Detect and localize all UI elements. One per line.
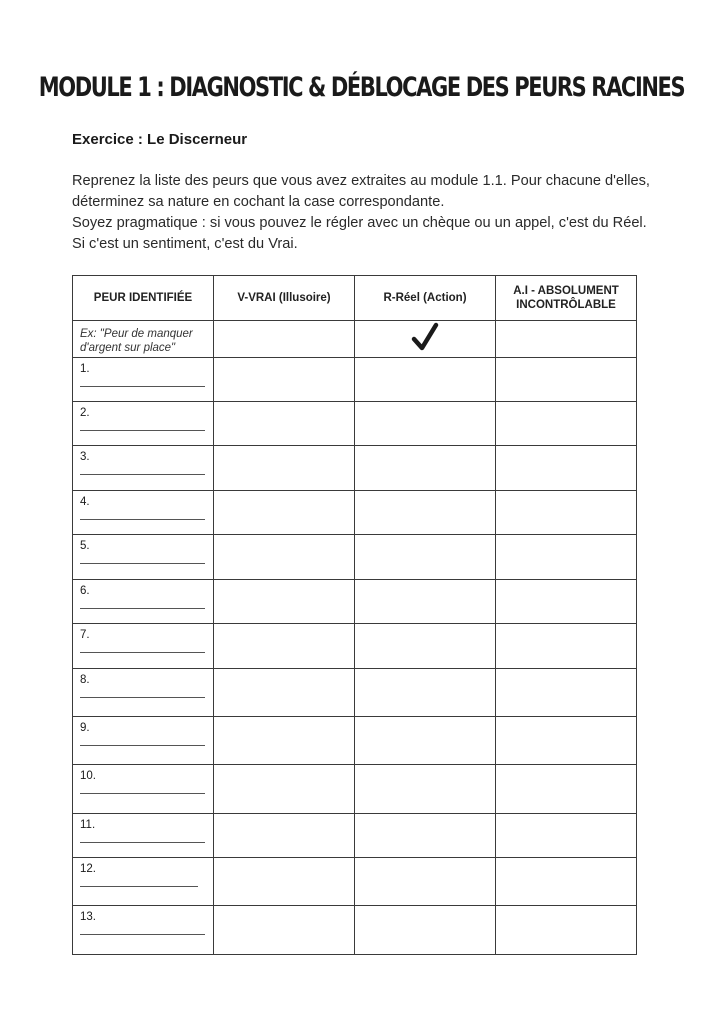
write-in-line: [80, 842, 205, 843]
row-number: 9.: [80, 722, 90, 734]
fear-input-cell[interactable]: [73, 358, 214, 402]
true-checkbox-cell[interactable]: [214, 624, 355, 669]
real-checkbox-cell[interactable]: [355, 624, 496, 669]
fear-input-cell[interactable]: [73, 765, 214, 814]
row-number: 4.: [80, 496, 90, 508]
row-number: 8.: [80, 674, 90, 686]
true-checkbox-cell[interactable]: [214, 814, 355, 858]
write-in-line: [80, 793, 205, 794]
write-in-line: [80, 386, 205, 387]
uncontrollable-checkbox-cell[interactable]: [496, 765, 637, 814]
true-checkbox-cell[interactable]: [214, 858, 355, 906]
instructions-paragraph-1: Reprenez la liste des peurs que vous avez extraites au module 1.1. Pour chacune d'elles, déterminez sa nature en cochant la case correspondante.: [72, 173, 650, 210]
row-number: 5.: [80, 540, 90, 552]
uncontrollable-checkbox-cell[interactable]: [496, 535, 637, 580]
write-in-line: [80, 608, 205, 609]
table-row: [73, 717, 637, 765]
fear-input-cell[interactable]: [73, 580, 214, 624]
column-header-fear: PEUR IDENTIFIÉE: [73, 276, 214, 321]
example-fear-cell: [73, 321, 214, 358]
real-checkbox-cell[interactable]: [355, 402, 496, 446]
table-row: [73, 765, 637, 814]
real-checkbox-cell[interactable]: [355, 669, 496, 717]
true-checkbox-cell[interactable]: [214, 765, 355, 814]
write-in-line: [80, 474, 205, 475]
table-row: [73, 580, 637, 624]
fear-input-cell[interactable]: [73, 535, 214, 580]
fear-input-cell[interactable]: [73, 717, 214, 765]
page-title: MODULE 1 : DIAGNOSTIC & DÉBLOCAGE DES PEURS RACINES: [38, 72, 685, 102]
instructions-paragraph-2: Soyez pragmatique : si vous pouvez le régler avec un chèque ou un appel, c'est du Réel. Si c'est un sentiment, c'est du Vrai.: [72, 215, 647, 252]
fear-classification-table: [72, 275, 637, 955]
real-checkbox-cell[interactable]: [355, 358, 496, 402]
table-row: [73, 446, 637, 491]
real-checkbox-cell[interactable]: [355, 535, 496, 580]
write-in-line: [80, 697, 205, 698]
table-row: [73, 491, 637, 535]
example-uncontrollable-cell[interactable]: [496, 321, 637, 358]
write-in-line: [80, 519, 205, 520]
row-number: 3.: [80, 451, 90, 463]
true-checkbox-cell[interactable]: [214, 535, 355, 580]
instructions: [72, 171, 662, 255]
real-checkbox-cell[interactable]: [355, 580, 496, 624]
uncontrollable-checkbox-cell[interactable]: [496, 446, 637, 491]
uncontrollable-checkbox-cell[interactable]: [496, 402, 637, 446]
write-in-line: [80, 745, 205, 746]
true-checkbox-cell[interactable]: [214, 446, 355, 491]
exercise-title: Exercice : Le Discerneur: [72, 131, 248, 148]
write-in-line: [80, 886, 198, 887]
real-checkbox-cell[interactable]: [355, 717, 496, 765]
table-header-row: [73, 276, 637, 321]
fear-input-cell[interactable]: [73, 402, 214, 446]
true-checkbox-cell[interactable]: [214, 669, 355, 717]
row-number: 6.: [80, 585, 90, 597]
uncontrollable-checkbox-cell[interactable]: [496, 491, 637, 535]
true-checkbox-cell[interactable]: [214, 580, 355, 624]
column-header-uncontrollable: A.I - ABSOLUMENT INCONTRÔLABLE: [496, 276, 637, 321]
true-checkbox-cell[interactable]: [214, 717, 355, 765]
write-in-line: [80, 652, 205, 653]
real-checkbox-cell[interactable]: [355, 906, 496, 955]
row-number: 13.: [80, 911, 96, 923]
row-number: 11.: [80, 819, 96, 831]
real-checkbox-cell[interactable]: [355, 814, 496, 858]
write-in-line: [80, 934, 205, 935]
uncontrollable-checkbox-cell[interactable]: [496, 580, 637, 624]
row-number: 7.: [80, 629, 90, 641]
uncontrollable-checkbox-cell[interactable]: [496, 814, 637, 858]
table-row: [73, 402, 637, 446]
write-in-line: [80, 563, 205, 564]
true-checkbox-cell[interactable]: [214, 358, 355, 402]
true-checkbox-cell[interactable]: [214, 402, 355, 446]
fear-input-cell[interactable]: [73, 669, 214, 717]
uncontrollable-checkbox-cell[interactable]: [496, 858, 637, 906]
table-row: [73, 624, 637, 669]
column-header-real: R-Réel (Action): [355, 276, 496, 321]
row-number: 12.: [80, 863, 96, 875]
example-true-cell[interactable]: [214, 321, 355, 358]
fear-input-cell[interactable]: [73, 858, 214, 906]
real-checkbox-cell[interactable]: [355, 765, 496, 814]
row-number: 10.: [80, 770, 96, 782]
table-row: [73, 814, 637, 858]
real-checkbox-cell[interactable]: [355, 491, 496, 535]
fear-input-cell[interactable]: [73, 624, 214, 669]
row-number: 1.: [80, 363, 90, 375]
uncontrollable-checkbox-cell[interactable]: [496, 624, 637, 669]
true-checkbox-cell[interactable]: [214, 906, 355, 955]
row-number: 2.: [80, 407, 90, 419]
fear-input-cell[interactable]: [73, 814, 214, 858]
real-checkbox-cell[interactable]: [355, 858, 496, 906]
table-row: [73, 358, 637, 402]
true-checkbox-cell[interactable]: [214, 491, 355, 535]
fear-input-cell[interactable]: [73, 446, 214, 491]
real-checkbox-cell[interactable]: [355, 446, 496, 491]
uncontrollable-checkbox-cell[interactable]: [496, 906, 637, 955]
fear-input-cell[interactable]: [73, 906, 214, 955]
uncontrollable-checkbox-cell[interactable]: [496, 717, 637, 765]
column-header-true: V-VRAI (Illusoire): [214, 276, 355, 321]
example-row: [73, 321, 637, 358]
table-row: [73, 535, 637, 580]
uncontrollable-checkbox-cell[interactable]: [496, 669, 637, 717]
example-real-cell[interactable]: [355, 321, 496, 358]
write-in-line: [80, 430, 205, 431]
example-fear-text: Ex: "Peur de manquer d'argent sur place": [80, 328, 193, 354]
table-row: [73, 858, 637, 906]
fear-input-cell[interactable]: [73, 491, 214, 535]
uncontrollable-checkbox-cell[interactable]: [496, 358, 637, 402]
checkmark-icon: [411, 322, 439, 352]
table-row: [73, 669, 637, 717]
table-row: [73, 906, 637, 955]
